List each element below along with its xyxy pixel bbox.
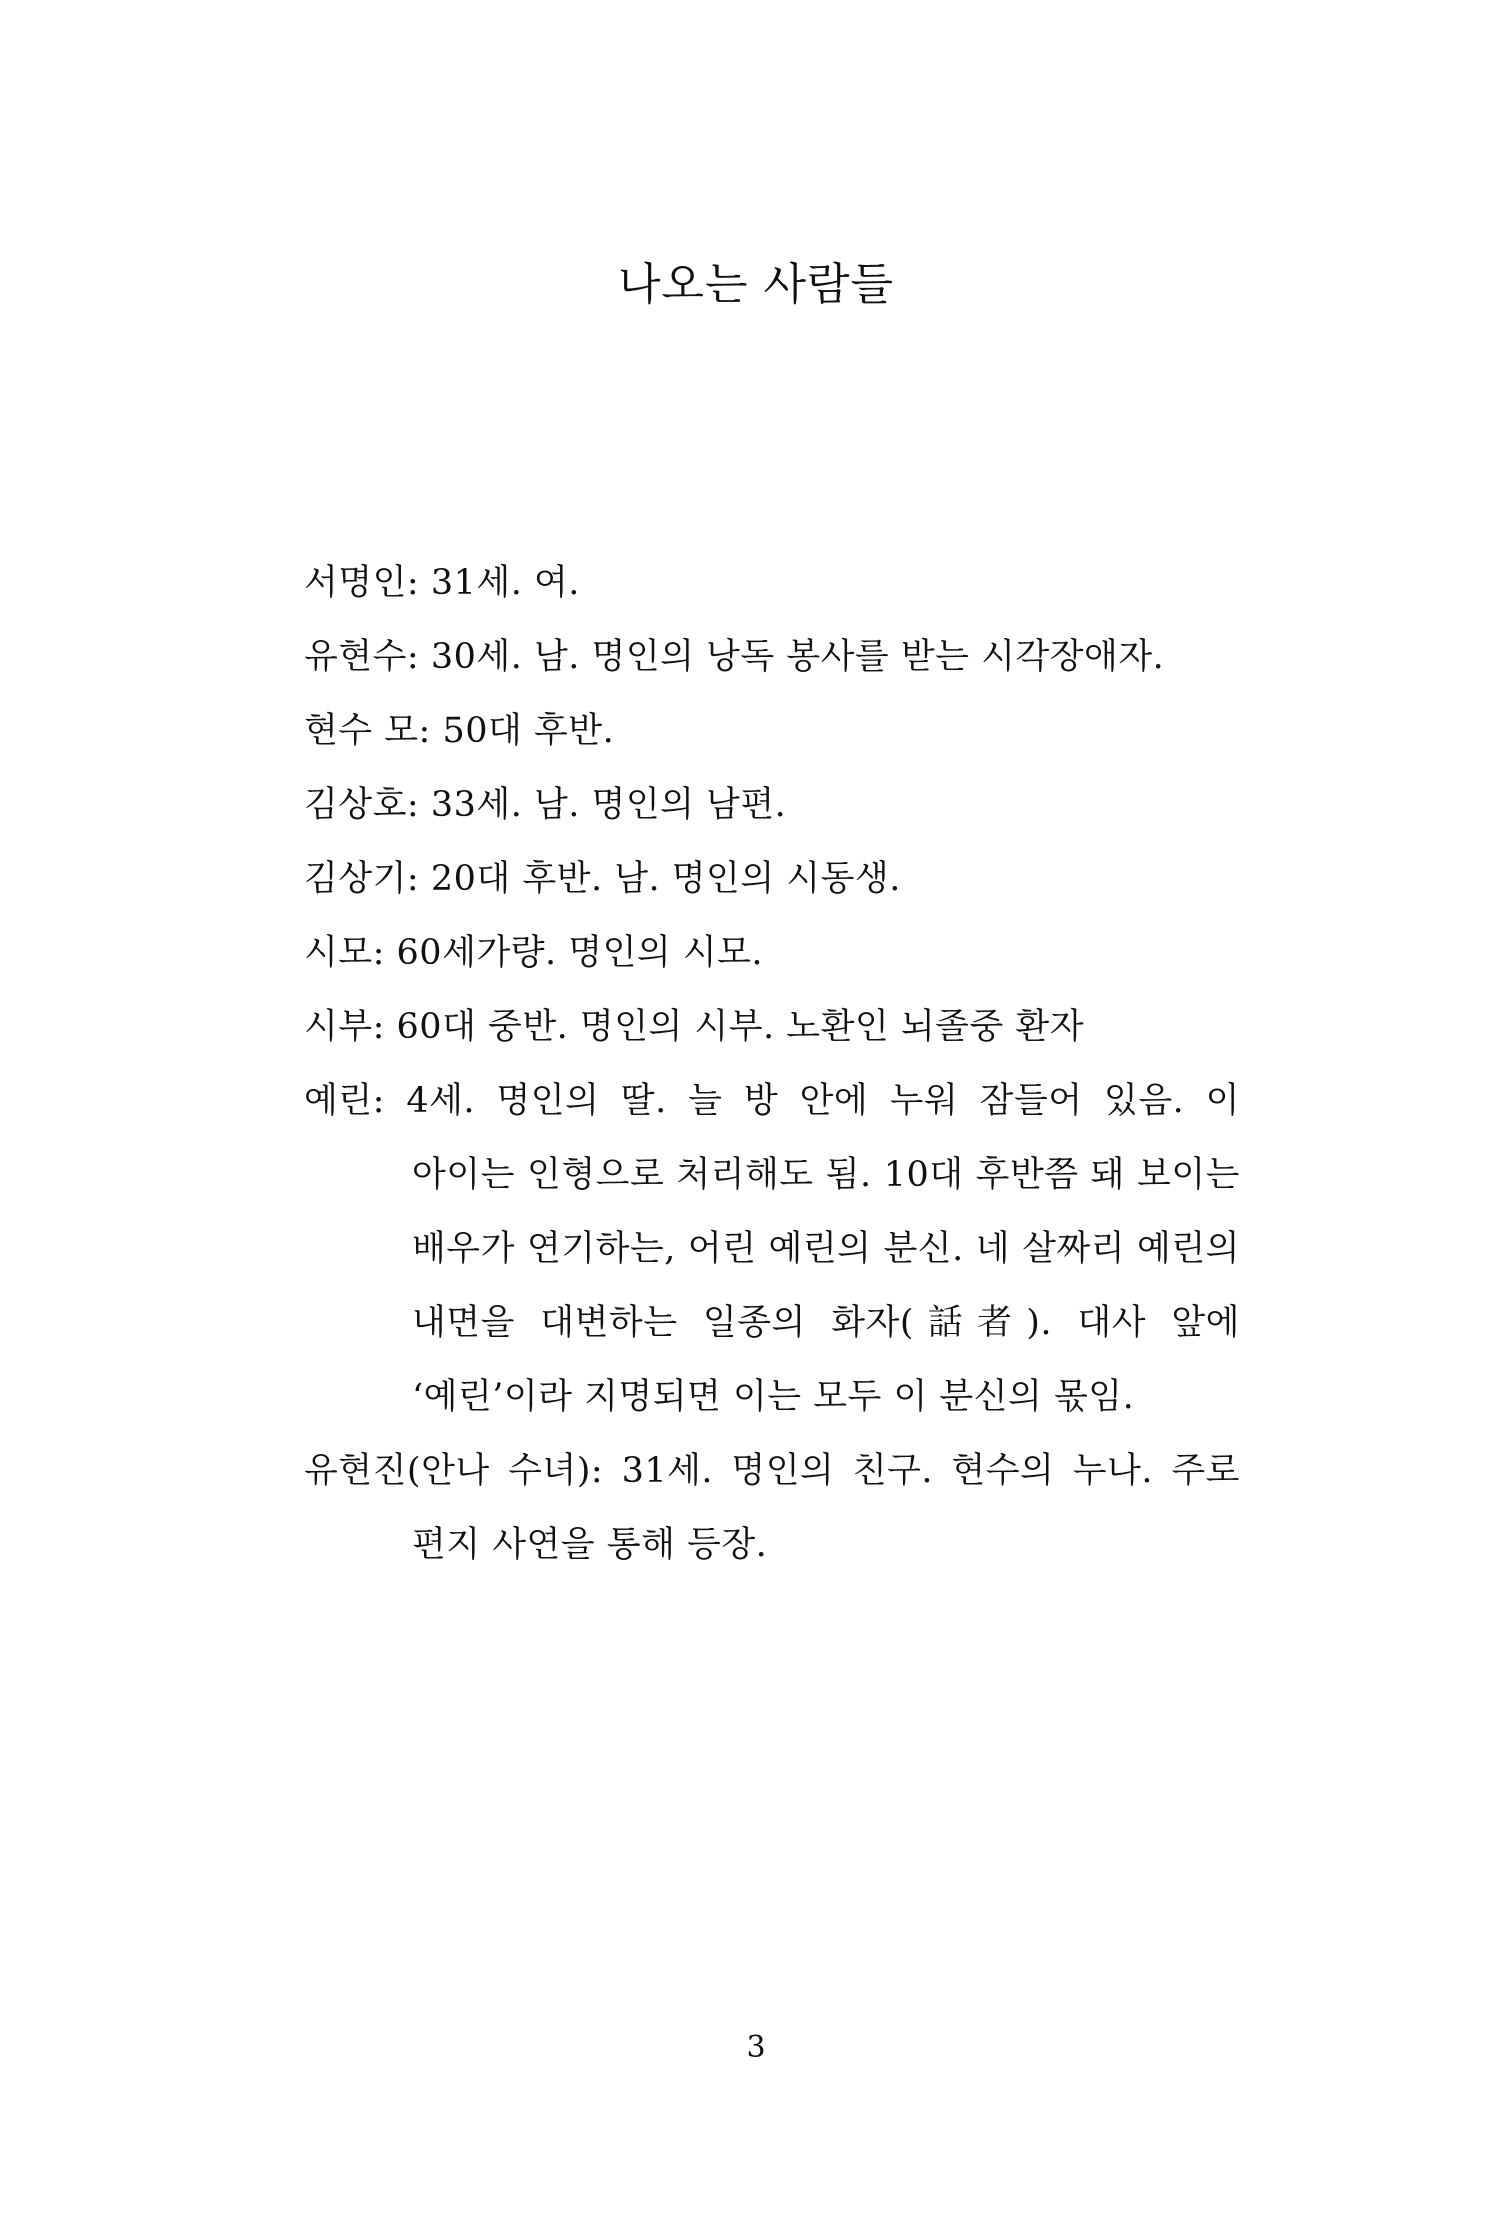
cast-entry-kim-sanggi: 김상기: 20대 후반. 남. 명인의 시동생. [304, 859, 901, 899]
page-number: 3 [746, 2030, 766, 2065]
cast-list [304, 546, 1240, 1582]
cast-entry-father-in-law: 시부: 60대 중반. 명인의 시부. 노환인 뇌졸중 환자 [304, 1007, 1085, 1047]
cast-entry-yerin: 예린: 4세. 명인의 딸. 늘 방 안에 누워 잠들어 있음. 이 아이는 인형으로 처리해도 됨. 10대 후반쯤 돼 보이는 배우가 연기하는, 어린 예린의 분신. 네 살짜리 예린의 내면을 대변하는 일종의 화자(話者). 대사 앞에 ‘예린’이라 지명되면 이는 모두 이 분신의 몫임. [304, 1081, 1240, 1417]
cast-entry-seo-myeongin: 서명인: 31세. 여. [304, 563, 580, 603]
page-title: 나오는 사람들 [617, 259, 894, 310]
cast-entry-yu-hyeonjin: 유현진(안나 수녀): 31세. 명인의 친구. 현수의 누나. 주로 편지 사연을 통해 등장. [304, 1451, 1240, 1565]
cast-entry-kim-sangho: 김상호: 33세. 남. 명인의 남편. [304, 785, 787, 825]
cast-entry-mother-in-law: 시모: 60세가량. 명인의 시모. [304, 933, 764, 973]
cast-entry-yu-hyeonsu: 유현수: 30세. 남. 명인의 낭독 봉사를 받는 시각장애자. [304, 637, 1165, 677]
cast-entry-hyeonsu-mother: 현수 모: 50대 후반. [304, 711, 615, 751]
